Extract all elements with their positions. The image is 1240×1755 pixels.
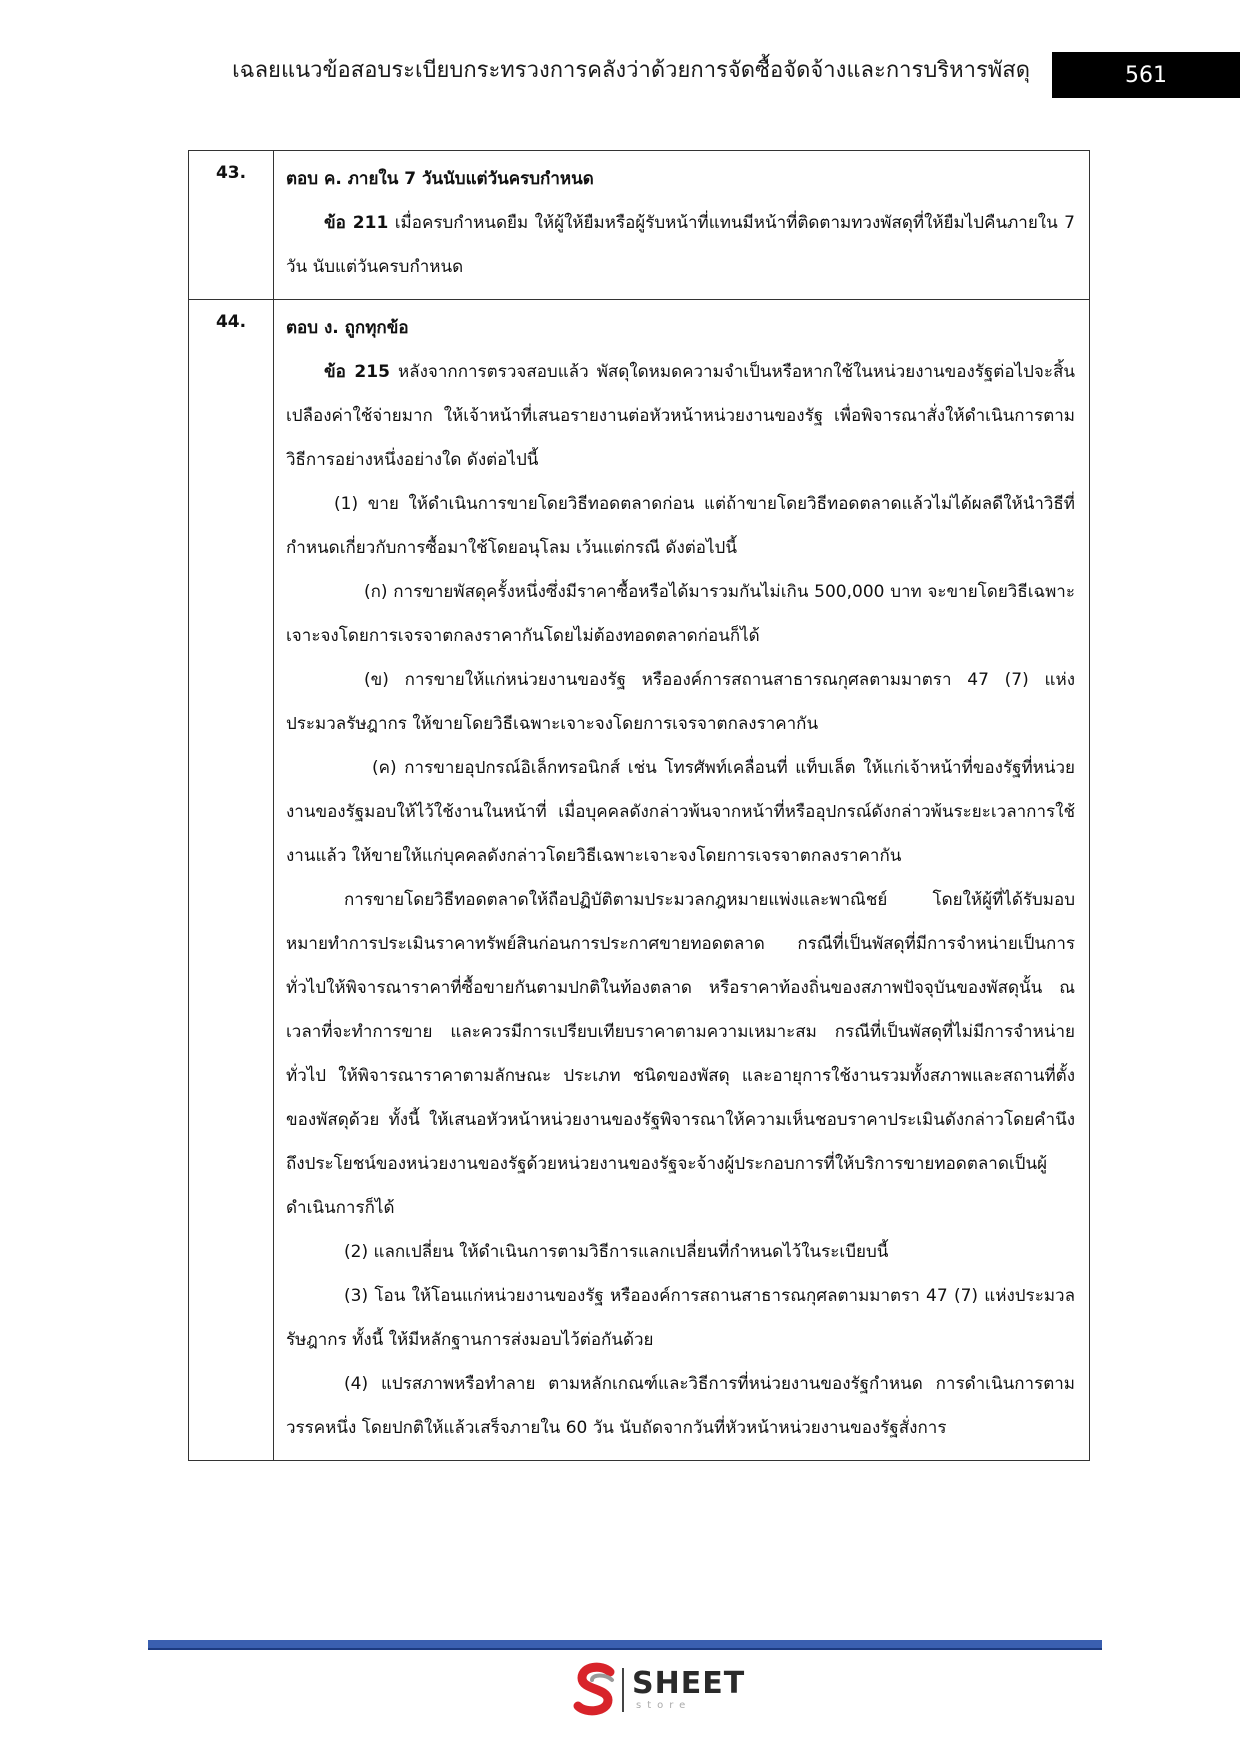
- item-3-paragraph: (3) โอน ให้โอนแก่หน่วยงานของรัฐ หรือองค์การสถานสาธารณกุศลตามมาตรา 47 (7) แห่งประมวลรัษฎากร ทั้งนี้ ให้มีหลักฐานการส่งมอบไว้ต่อกันด้วย: [286, 1286, 1075, 1350]
- item-1c-paragraph: (ค) การขายอุปกรณ์อิเล็กทรอนิกส์ เช่น โทรศัพท์เคลื่อนที่ แท็บเล็ต ให้แก่เจ้าหน้าที่ของรัฐที่หน่วยงานของรัฐมอบให้ไว้ใช้งานในหน้าที่ เมื่อบุคคลดังกล่าวพ้นจากหน้าที่หรืออุปกรณ์ดังกล่าวพ้นระยะเวลาการใช้งานแล้ว ให้ขายให้แก่บุคคลดังกล่าวโดยวิธีเฉพาะเจาะจงโดยการเจรจาตกลงราคากัน: [286, 758, 1075, 866]
- explanation-paragraph: [286, 201, 1075, 289]
- logo-divider: [622, 1668, 624, 1712]
- logo-subtext: store: [636, 1700, 692, 1711]
- document-header-title: เฉลยแนวข้อสอบระเบียบกระทรวงการคลังว่าด้วยการจัดซื้อจัดจ้างและการบริหารพัสดุ: [232, 58, 1030, 83]
- logo-text: SHEET: [632, 1666, 746, 1701]
- answer-table: [188, 150, 1090, 1461]
- sheet-store-logo: [572, 1660, 746, 1720]
- item-1b-paragraph: (ข) การขายให้แก่หน่วยงานของรัฐ หรือองค์การสถานสาธารณกุศลตามมาตรา 47 (7) แห่งประมวลรัษฎากร ให้ขายโดยวิธีเฉพาะเจาะจงโดยการเจรจาตกลงราคากัน: [286, 670, 1075, 734]
- table-row: [189, 151, 1090, 300]
- auction-paragraph: การขายโดยวิธีทอดตลาดให้ถือปฏิบัติตามประมวลกฎหมายแพ่งและพาณิชย์ โดยให้ผู้ที่ได้รับมอบหมายทำการประเมินราคาทรัพย์สินก่อนการประกาศขายทอดตลาด กรณีที่เป็นพัสดุที่มีการจำหน่ายเป็นการทั่วไปให้พิจารณาราคาที่ซื้อขายกันตามปกติในท้องตลาด หรือราคาท้องถิ่นของสภาพปัจจุบันของพัสดุนั้น ณ เวลาที่จะทำการขาย และควรมีการเปรียบเทียบราคาตามความเหมาะสม กรณีที่เป็นพัสดุที่ไม่มีการจำหน่ายทั่วไป ให้พิจารณาราคาตามลักษณะ ประเภท ชนิดของพัสดุ และอายุการใช้งานรวมทั้งสภาพและสถานที่ตั้งของพัสดุด้วย ทั้งนี้ ให้เสนอหัวหน้าหน่วยงานของรัฐพิจารณาให้ความเห็นชอบราคาประเมินดังกล่าวโดยคำนึงถึงประโยชน์ของหน่วยงานของรัฐด้วยหน่วยงานของรัฐจะจ้างผู้ประกอบการที่ให้บริการขายทอดตลาดเป็นผู้ดำเนินการก็ได้: [286, 890, 1075, 1218]
- clause-text: เมื่อครบกำหนดยืม ให้ผู้ให้ยืมหรือผู้รับหน้าที่แทนมีหน้าที่ติดตามทวงพัสดุที่ให้ยืมไปคืนภายใน 7 วัน นับแต่วันครบกำหนด: [286, 213, 1075, 277]
- item-1a-paragraph: (ก) การขายพัสดุครั้งหนึ่งซึ่งมีราคาซื้อหรือได้มารวมกันไม่เกิน 500,000 บาท จะขายโดยวิธีเฉพาะเจาะจงโดยการเจรจาตกลงราคากันโดยไม่ต้องทอดตลาดก่อนก็ได้: [286, 582, 1075, 646]
- question-number: 44.: [189, 300, 274, 1461]
- answer-cell: [274, 151, 1090, 300]
- answer-heading: ตอบ ง. ถูกทุกข้อ: [286, 318, 409, 338]
- explanation-paragraph: [286, 350, 1075, 482]
- item-4-paragraph: (4) แปรสภาพหรือทำลาย ตามหลักเกณฑ์และวิธีการที่หน่วยงานของรัฐกำหนด การดำเนินการตามวรรคหนึ่ง โดยปกติให้แล้วเสร็จภายใน 60 วัน นับถัดจากวันที่หัวหน้าหน่วยงานของรัฐสั่งการ: [286, 1374, 1075, 1438]
- sheet-store-s-logo-icon: [572, 1662, 620, 1718]
- answer-heading: ตอบ ค. ภายใน 7 วันนับแต่วันครบกำหนด: [286, 169, 594, 189]
- table-row: [189, 300, 1090, 1461]
- question-number: 43.: [189, 151, 274, 300]
- clause-label: ข้อ 211: [324, 213, 389, 233]
- item-1-paragraph: (1) ขาย ให้ดำเนินการขายโดยวิธีทอดตลาดก่อน แต่ถ้าขายโดยวิธีทอดตลาดแล้วไม่ได้ผลดีให้นำวิธีที่กำหนดเกี่ยวกับการซื้อมาใช้โดยอนุโลม เว้นแต่กรณี ดังต่อไปนี้: [286, 494, 1075, 558]
- footer-divider: [148, 1640, 1102, 1650]
- page-number-box: [1052, 52, 1240, 98]
- item-2-paragraph: (2) แลกเปลี่ยน ให้ดำเนินการตามวิธีการแลกเปลี่ยนที่กำหนดไว้ในระเบียบนี้: [344, 1242, 889, 1262]
- page-number: 561: [1125, 62, 1167, 88]
- answer-cell: [274, 300, 1090, 1461]
- clause-text: หลังจากการตรวจสอบแล้ว พัสดุใดหมดความจำเป็นหรือหากใช้ในหน่วยงานของรัฐต่อไปจะสิ้นเปลืองค่าใช้จ่ายมาก ให้เจ้าหน้าที่เสนอรายงานต่อหัวหน้าหน่วยงานของรัฐ เพื่อพิจารณาสั่งให้ดำเนินการตามวิธีการอย่างหนึ่งอย่างใด ดังต่อไปนี้: [286, 362, 1075, 470]
- clause-label: ข้อ 215: [324, 362, 390, 382]
